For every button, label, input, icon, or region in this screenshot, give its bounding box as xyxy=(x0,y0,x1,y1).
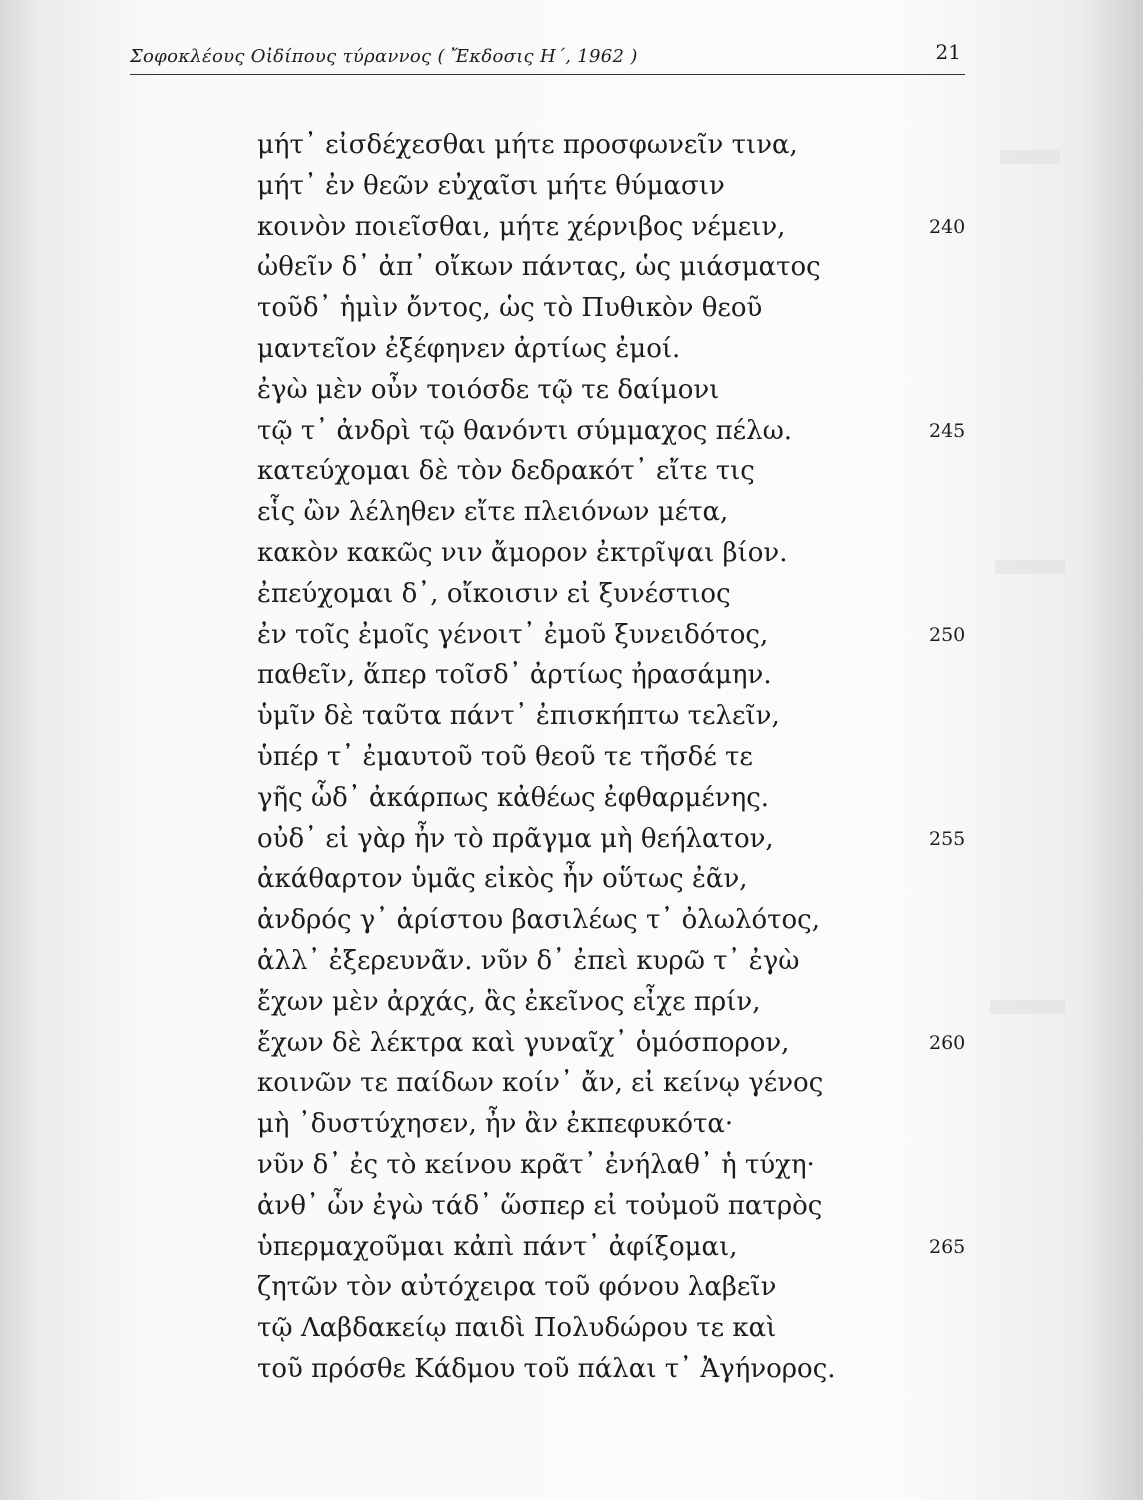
verse-line xyxy=(257,329,997,370)
verse-line xyxy=(257,941,997,982)
verse-line xyxy=(257,1104,997,1145)
line-number: 250 xyxy=(929,623,966,646)
verse-line xyxy=(257,207,997,248)
verse-text: τοῦ πρόσθε Κάδμου τοῦ πάλαι τ᾽ Ἀγήνορος. xyxy=(257,1353,836,1384)
verse-line xyxy=(257,288,997,329)
verse-text: εἷς ὢν λέληθεν εἴτε πλειόνων μέτα, xyxy=(257,497,729,528)
line-number: 255 xyxy=(929,827,966,850)
verse-text: νῦν δ᾽ ἐς τὸ κείνου κρᾶτ᾽ ἐνήλαθ᾽ ἡ τύχη· xyxy=(257,1149,815,1180)
verse-line xyxy=(257,247,997,288)
verse-text: ἀλλ᾽ ἐξερευνᾶν. νῦν δ᾽ ἐπεὶ κυρῶ τ᾽ ἐγὼ xyxy=(257,945,800,976)
bleed-through-mark xyxy=(1000,150,1060,164)
verse-text: κοινὸν ποιεῖσθαι, μήτε χέρνιβος νέμειν, xyxy=(257,211,786,242)
running-title: Σοφοκλέους Οἰδίπους τύραννος ( Ἔκδοσις Η΄, 1962 ) xyxy=(130,46,638,67)
line-number: 245 xyxy=(929,419,966,442)
verse-text: ἀνθ᾽ ὧν ἐγὼ τάδ᾽ ὥσπερ εἰ τοὐμοῦ πατρὸς xyxy=(257,1190,823,1221)
verse-line xyxy=(257,1267,997,1308)
line-number: 260 xyxy=(929,1031,966,1054)
verse-text: τῷ Λαβδακείῳ παιδὶ Πολυδώρου τε καὶ xyxy=(257,1313,777,1344)
verse-line xyxy=(257,655,997,696)
verse-text: ζητῶν τὸν αὐτόχειρα τοῦ φόνου λαβεῖν xyxy=(257,1272,777,1303)
verse-text: κακὸν κακῶς νιν ἄμορον ἐκτρῖψαι βίον. xyxy=(257,537,788,568)
verse-line xyxy=(257,1227,997,1268)
verse-text: μήτ᾽ ἐν θεῶν εὐχαῖσι μήτε θύμασιν xyxy=(257,170,725,201)
verse-line xyxy=(257,1023,997,1064)
verse-line xyxy=(257,370,997,411)
line-number: 265 xyxy=(929,1235,966,1258)
verse-line xyxy=(257,574,997,615)
verse-text: ὠθεῖν δ᾽ ἀπ᾽ οἴκων πάντας, ὡς μιάσματος xyxy=(257,252,821,283)
verse-text: γῆς ὧδ᾽ ἀκάρπως κἀθέως ἐφθαρμένης. xyxy=(257,782,770,813)
verse-line xyxy=(257,1063,997,1104)
verse-line xyxy=(257,166,997,207)
verse-line xyxy=(257,533,997,574)
verse-text: κατεύχομαι δὲ τὸν δεδρακότ᾽ εἴτε τις xyxy=(257,456,755,487)
verse-line xyxy=(257,451,997,492)
verse-line xyxy=(257,737,997,778)
verse-line xyxy=(257,1349,997,1390)
verse-text: ἐπεύχομαι δ᾽, οἴκοισιν εἰ ξυνέστιος xyxy=(257,578,731,609)
verse-line xyxy=(257,125,997,166)
bleed-through-mark xyxy=(995,560,1065,574)
verse-text: ἐγὼ μὲν οὖν τοιόσδε τῷ τε δαίμονι xyxy=(257,374,720,405)
verse-text: ὑμῖν δὲ ταῦτα πάντ᾽ ἐπισκήπτω τελεῖν, xyxy=(257,701,780,732)
verse-line xyxy=(257,1308,997,1349)
verse-text: ὑπερμαχοῦμαι κἀπὶ πάντ᾽ ἀφίξομαι, xyxy=(257,1231,738,1262)
verse-text: μὴ ᾽δυστύχησεν, ἦν ἂν ἐκπεφυκότα· xyxy=(257,1109,734,1140)
verse-text: ἔχων δὲ λέκτρα καὶ γυναῖχ᾽ ὁμόσπορον, xyxy=(257,1027,790,1058)
verse-text: ἀκάθαρτον ὑμᾶς εἰκὸς ἦν οὕτως ἐᾶν, xyxy=(257,864,748,895)
verse-line xyxy=(257,696,997,737)
verse-text: μήτ᾽ εἰσδέχεσθαι μήτε προσφωνεῖν τινα, xyxy=(257,130,798,160)
verse-text: μαντεῖον ἐξέφηνεν ἀρτίως ἐμοί. xyxy=(257,333,681,364)
running-header xyxy=(130,40,965,75)
verse-text: κοινῶν τε παίδων κοίν᾽ ἄν, εἰ κείνῳ γένος xyxy=(257,1068,824,1099)
line-number: 240 xyxy=(929,215,966,238)
verse-text: τοῦδ᾽ ἡμὶν ὄντος, ὡς τὸ Πυθικὸν θεοῦ xyxy=(257,293,763,324)
verse-text: ἀνδρός γ᾽ ἀρίστου βασιλέως τ᾽ ὀλωλότος, xyxy=(257,905,820,936)
verse-text: τῷ τ᾽ ἀνδρὶ τῷ θανόντι σύμμαχος πέλω. xyxy=(257,415,793,446)
verse-text: ἔχων μὲν ἀρχάς, ἃς ἐκεῖνος εἶχε πρίν, xyxy=(257,986,761,1017)
verse-line xyxy=(257,900,997,941)
verse-line xyxy=(257,411,997,452)
verse-block xyxy=(257,125,997,1390)
verse-text: ὑπέρ τ᾽ ἐμαυτοῦ τοῦ θεοῦ τε τῆσδέ τε xyxy=(257,741,753,772)
verse-text: ἐν τοῖς ἐμοῖς γένοιτ᾽ ἐμοῦ ξυνειδότος, xyxy=(257,619,769,650)
verse-line xyxy=(257,1145,997,1186)
verse-text: οὐδ᾽ εἰ γὰρ ἦν τὸ πρᾶγμα μὴ θεήλατον, xyxy=(257,823,774,854)
verse-line xyxy=(257,982,997,1023)
verse-line xyxy=(257,778,997,819)
verse-line xyxy=(257,615,997,656)
verse-text: παθεῖν, ἅπερ τοῖσδ᾽ ἀρτίως ἠρασάμην. xyxy=(257,660,772,691)
verse-line xyxy=(257,859,997,900)
verse-line xyxy=(257,819,997,860)
verse-line xyxy=(257,492,997,533)
verse-line xyxy=(257,1186,997,1227)
page-number: 21 xyxy=(935,40,961,64)
bleed-through-mark xyxy=(990,1000,1065,1014)
